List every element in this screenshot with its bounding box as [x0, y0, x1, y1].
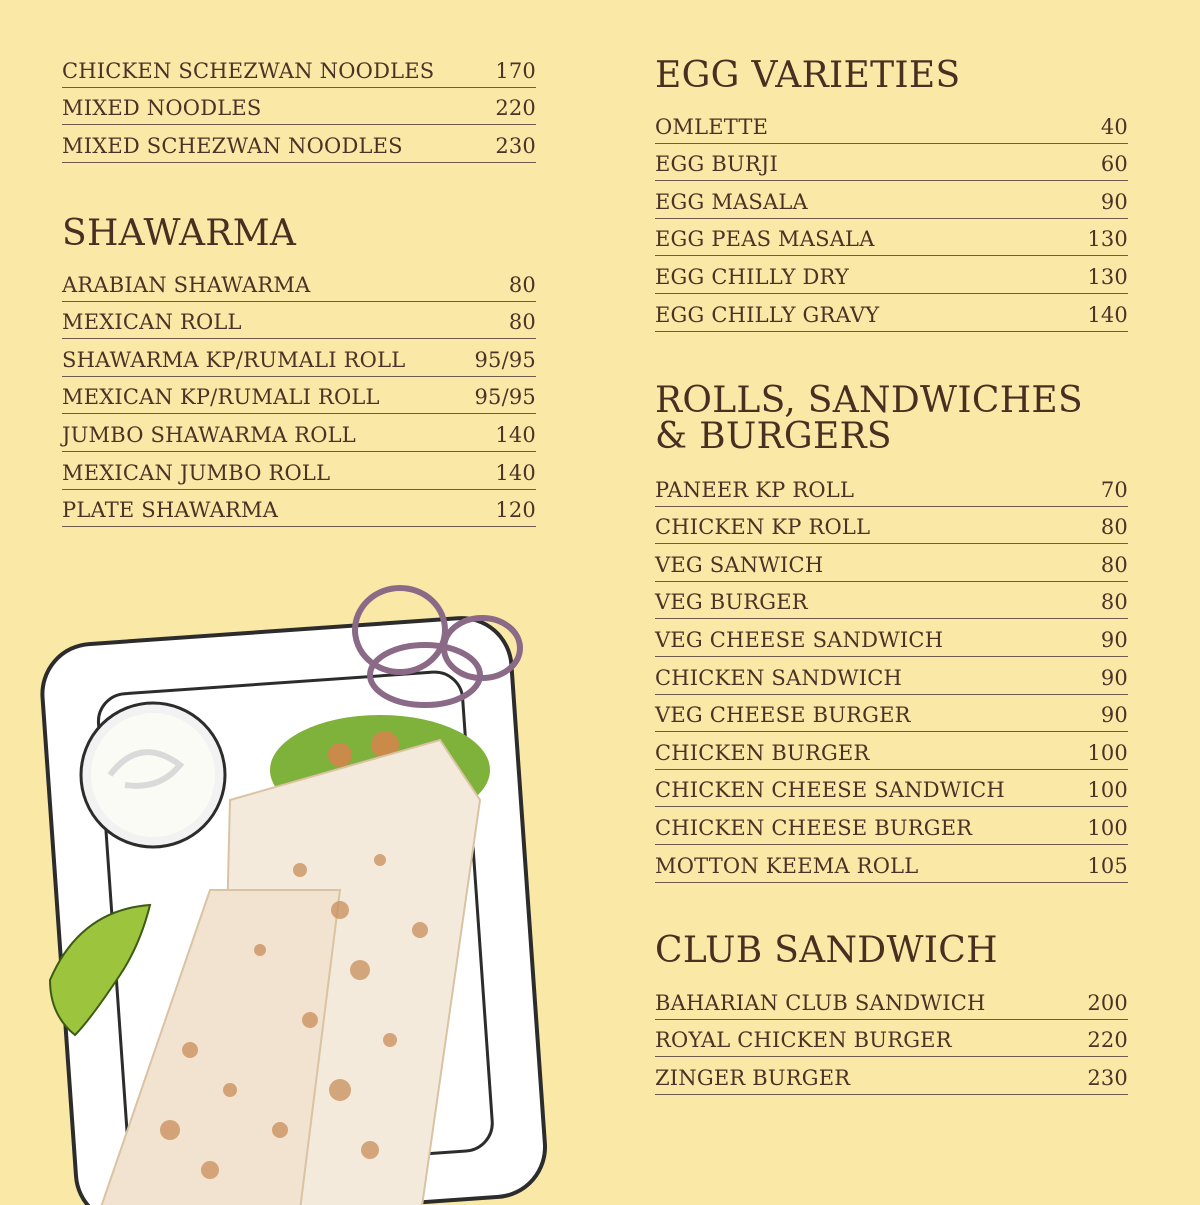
menu-item-row	[62, 88, 536, 126]
menu-item-price: 220	[495, 96, 536, 121]
menu-item-name: ZINGER BURGER	[655, 1065, 851, 1090]
club-sandwich-list	[655, 982, 1128, 1095]
menu-item-row	[655, 619, 1128, 657]
menu-item-price: 90	[1100, 627, 1128, 652]
menu-item-row	[655, 294, 1128, 332]
sauce-bowl-icon	[81, 703, 225, 847]
menu-item-name: MIXED SCHEZWAN NOODLES	[62, 133, 403, 158]
menu-item-name: SHAWARMA KP/RUMALI ROLL	[62, 347, 406, 372]
menu-item-row	[62, 414, 536, 452]
menu-item-row	[655, 770, 1128, 808]
menu-item-name: EGG PEAS MASALA	[655, 227, 875, 252]
menu-item-price: 100	[1087, 778, 1128, 803]
menu-item-name: CHICKEN CHEESE SANDWICH	[655, 778, 1005, 803]
menu-item-price: 95/95	[474, 347, 536, 372]
menu-item-name: PLATE SHAWARMA	[62, 498, 279, 523]
menu-item-price: 170	[495, 58, 536, 83]
menu-item-name: PANEER KP ROLL	[655, 477, 855, 502]
club-sandwich-heading: CLUB SANDWICH	[655, 930, 998, 971]
menu-item-row	[655, 1057, 1128, 1095]
menu-item-name: BAHARIAN CLUB SANDWICH	[655, 990, 986, 1015]
menu-item-name: EGG CHILLY GRAVY	[655, 302, 880, 327]
menu-item-row	[655, 181, 1128, 219]
menu-item-name: CHICKEN KP ROLL	[655, 515, 871, 540]
menu-item-name: CHICKEN CHEESE BURGER	[655, 815, 973, 840]
rolls-sandwiches-burgers-heading: ROLLS, SANDWICHES & BURGERS	[655, 380, 1083, 457]
menu-item-price: 230	[495, 133, 536, 158]
shawarma-heading: SHAWARMA	[62, 213, 297, 254]
menu-item-name: MEXICAN JUMBO ROLL	[62, 460, 331, 485]
menu-item-name: CHICKEN SCHEZWAN NOODLES	[62, 58, 435, 83]
noodles-list	[62, 50, 536, 163]
menu-item-price: 230	[1087, 1065, 1128, 1090]
menu-item-name: EGG BURJI	[655, 152, 779, 177]
menu-item-price: 130	[1087, 264, 1128, 289]
menu-item-price: 140	[495, 460, 536, 485]
menu-item-name: VEG CHEESE SANDWICH	[655, 627, 944, 652]
menu-item-name: MOTTON KEEMA ROLL	[655, 853, 919, 878]
shawarma-list	[62, 264, 536, 527]
menu-item-name: MIXED NOODLES	[62, 96, 262, 121]
menu-item-price: 90	[1100, 189, 1128, 214]
menu-item-price: 70	[1100, 477, 1128, 502]
menu-item-price: 100	[1087, 815, 1128, 840]
menu-item-row	[655, 544, 1128, 582]
menu-item-name: OMLETTE	[655, 114, 769, 139]
menu-item-price: 140	[1087, 302, 1128, 327]
menu-item-name: MEXICAN KP/RUMALI ROLL	[62, 385, 380, 410]
menu-item-price: 130	[1087, 227, 1128, 252]
menu-item-row	[655, 219, 1128, 257]
menu-item-name: EGG CHILLY DRY	[655, 264, 849, 289]
shawarma-wrap-plate-illustration	[40, 570, 600, 1205]
menu-item-row	[62, 490, 536, 528]
menu-item-price: 200	[1087, 990, 1128, 1015]
menu-item-price: 100	[1087, 740, 1128, 765]
menu-item-row	[655, 1020, 1128, 1058]
menu-item-row	[655, 732, 1128, 770]
menu-item-price: 95/95	[474, 385, 536, 410]
menu-item-name: JUMBO SHAWARMA ROLL	[62, 422, 356, 447]
menu-item-row	[62, 125, 536, 163]
menu-item-price: 140	[495, 422, 536, 447]
menu-item-price: 80	[508, 310, 536, 335]
menu-item-price: 105	[1087, 853, 1128, 878]
egg-varieties-heading: EGG VARIETIES	[655, 55, 961, 96]
menu-item-price: 90	[1100, 703, 1128, 728]
menu-item-row	[655, 507, 1128, 545]
menu-item-price: 120	[495, 498, 536, 523]
menu-item-row	[62, 264, 536, 302]
egg-varieties-list	[655, 106, 1128, 332]
menu-item-row	[62, 339, 536, 377]
menu-item-name: VEG CHEESE BURGER	[655, 703, 911, 728]
menu-item-row	[655, 106, 1128, 144]
rolls-sandwiches-burgers-list	[655, 469, 1128, 883]
menu-item-row	[655, 582, 1128, 620]
menu-item-price: 40	[1100, 114, 1128, 139]
menu-item-row	[655, 256, 1128, 294]
menu-item-row	[655, 695, 1128, 733]
menu-item-price: 80	[1100, 552, 1128, 577]
menu-item-row	[655, 657, 1128, 695]
menu-item-row	[62, 302, 536, 340]
menu-item-name: ARABIAN SHAWARMA	[62, 272, 311, 297]
menu-item-price: 220	[1087, 1028, 1128, 1053]
menu-item-price: 60	[1100, 152, 1128, 177]
menu-item-row	[62, 50, 536, 88]
menu-item-name: CHICKEN BURGER	[655, 740, 870, 765]
menu-item-name: CHICKEN SANDWICH	[655, 665, 903, 690]
menu-item-price: 90	[1100, 665, 1128, 690]
menu-item-row	[655, 144, 1128, 182]
menu-item-name: MEXICAN ROLL	[62, 310, 242, 335]
menu-item-price: 80	[1100, 515, 1128, 540]
menu-item-name: EGG MASALA	[655, 189, 808, 214]
menu-item-price: 80	[1100, 590, 1128, 615]
menu-item-row	[62, 452, 536, 490]
menu-item-row	[655, 982, 1128, 1020]
menu-item-name: VEG SANWICH	[655, 552, 824, 577]
menu-item-row	[655, 807, 1128, 845]
menu-item-name: ROYAL CHICKEN BURGER	[655, 1028, 952, 1053]
menu-item-price: 80	[508, 272, 536, 297]
menu-item-name: VEG BURGER	[655, 590, 808, 615]
menu-item-row	[655, 469, 1128, 507]
menu-item-row	[655, 845, 1128, 883]
menu-item-row	[62, 377, 536, 415]
